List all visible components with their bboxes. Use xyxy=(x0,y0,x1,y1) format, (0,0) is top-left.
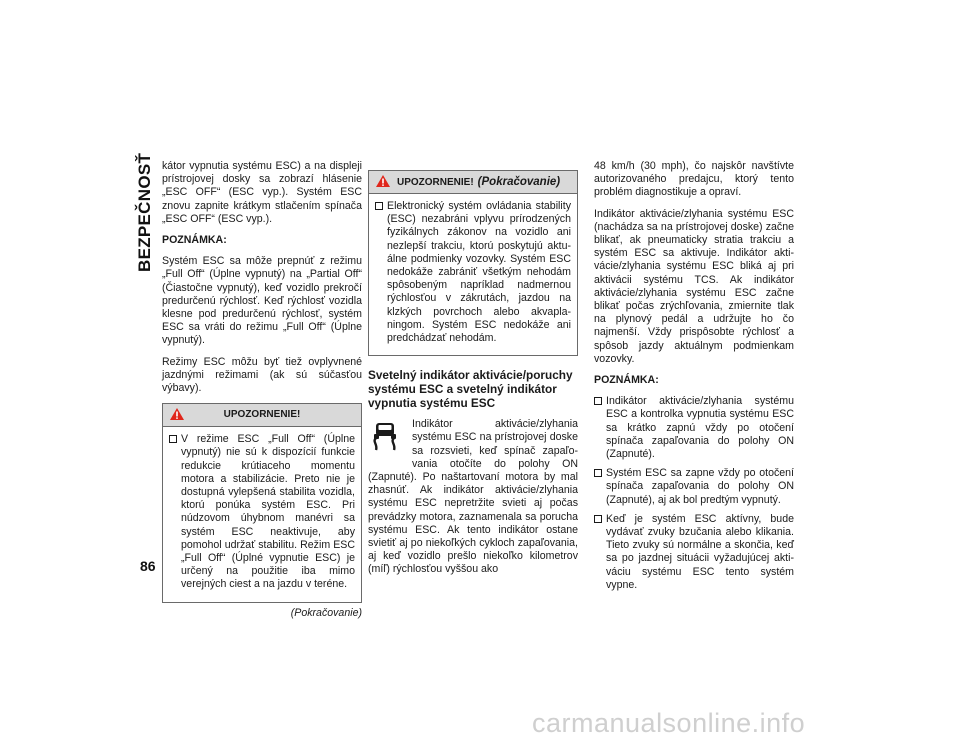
section-heading: Svetelný indikátor aktivácie/poruchy systému ESC a svetelný indikátor vypnutia systému ESC xyxy=(368,368,573,411)
list-item xyxy=(594,467,794,507)
list-item-text: Systém ESC sa zapne vždy po otočení spínača zapaľovania do polohy ON (Zapnuté), aj ak bol predtým vypnutý. xyxy=(606,467,794,506)
warning-body xyxy=(163,427,361,601)
page-number: 86 xyxy=(140,558,156,574)
checkbox-bullet-icon xyxy=(169,435,177,443)
list-item xyxy=(375,200,571,345)
warning-triangle-icon xyxy=(375,174,391,188)
list-item xyxy=(594,395,794,461)
paragraph: Indikátor aktivácie/zlyhania systému ESC (nachádza sa na prístrojovej doske) začne blikať, ak pneumaticky stratia trakciu a systém ESC sa aktivuje. Indikátor aktivácie/zlyhania systému ESC bliká aj pri aktivácii systému TCS. Ak indikátor aktivácie/zlyhania systému ESC začne blikať počas zrýchľovania, zmiernite tlak na plynový pedál a udržujte ho čo najmenší. Vždy prispôsobte rýchlosť a spôsob jazdy aktuálnym podmienkam vozovky. xyxy=(594,207,794,365)
list-item-text: Indikátor aktivácie/zlyhania systému ESC a kontrolka vypnutia systému ESC sa krátko zapnú vždy po otočení spínača zapaľovania do polohy ON (Zapnuté). xyxy=(606,395,794,461)
list-item xyxy=(594,513,794,592)
warning-body xyxy=(369,194,577,355)
warning-title: UPOZORNENIE! xyxy=(397,177,474,188)
column-1 xyxy=(162,160,362,620)
continued-label: (Pokračovanie) xyxy=(290,606,362,619)
indicator-paragraph xyxy=(368,418,578,576)
checkbox-bullet-icon xyxy=(594,469,602,477)
note-text: Systém ESC sa môže prepnúť z režimu „Full Off“ (Úplne vypnutý) na „Partial Off“ (Čiastočne vypnutý), keď vozidlo prekročí predurčenú rýchlosť. Keď rýchlosť vozidla klesne pod predurčenú rýchlosť, systém ESC sa vráti do režimu „Full Off“ (Úplne vypnutý). xyxy=(162,255,362,347)
warning-triangle-icon xyxy=(169,407,185,421)
watermark: carmanualsonline.info xyxy=(532,708,806,738)
list-item xyxy=(169,433,355,591)
warning-header xyxy=(369,171,577,194)
warning-title: UPOZORNENIE! xyxy=(223,409,301,421)
paragraph: Režimy ESC môžu byť tiež ovplyvnené jazdnými režimami (ak sú súčasťou výbavy). xyxy=(162,355,362,395)
column-2 xyxy=(368,160,578,577)
warning-header xyxy=(163,404,361,427)
warning-box xyxy=(162,403,362,602)
section-title: BEZPEČNOSŤ xyxy=(135,152,154,272)
checkbox-bullet-icon xyxy=(594,515,602,523)
esc-skid-icon xyxy=(368,420,402,454)
note-label: POZNÁMKA: xyxy=(162,234,227,247)
paragraph: 48 km/h (30 mph), čo najskôr navštívte autorizovaného predajcu, ktorý tento problém diagnostikuje a opraví. xyxy=(594,160,794,199)
column-3 xyxy=(594,160,794,598)
note-label: POZNÁMKA: xyxy=(594,374,659,387)
indicator-text: Indikátor aktivácie/zlyhania systému ESC na prístrojovej doske sa rozsvieti, keď spínač zapaľovania otočíte do polohy ON (Zapnuté). Po naštartovaní motora by mal zhasnúť. Ak indikátor aktivácie/zlyhania systému ESC nepretržite svieti aj počas prevádzky motora, zaznamenala sa porucha systému ESC. Ak tento indikátor ostane svietiť aj po niekoľkých cykloch zapaľovania, aj keď vozidlo prešlo niekoľko kilometrov (míľ) rýchlosťou vyššou ako xyxy=(368,418,578,576)
checkbox-bullet-icon xyxy=(594,397,602,405)
warning-continued: (Pokračovanie) xyxy=(477,176,561,188)
checkbox-bullet-icon xyxy=(375,202,383,210)
list-item-text: Keď je systém ESC aktívny, bude vydávať zvuky bzučania alebo klikania. Tieto zvuky sú normálne a skončia, keď sa po jazdnej situácii vyžadujúcej aktiváciu systému ESC tento systém vypne. xyxy=(606,512,794,591)
warning-box xyxy=(368,170,578,356)
list-item-text: Elektronický systém ovládania stability (ESC) nezabráni vplyvu prírodzených fyzikálnych zákonov na vozidlo ani nezlepší trakciu, ktorú poskytujú aktuálne podmienky vozovky. Systém ESC nedokáže zabrániť všetkým nehodám spôsobeným napríklad nadmernou rýchlosťou v zákrutách, jazdou na klzkých povrchoch alebo akvaplaningom. Systém ESC nedokáže ani predchádzať nehodám. xyxy=(387,200,571,345)
list-item-text: V režime ESC „Full Off“ (Úplne vypnutý) nie sú k dispozícií funkcie redukcie krútiaceho momentu motora a stabilizácie. Preto nie je dostupná vylepšená stabilita vozidla, ktorú ponúka systém ESC. Pri núdzovom úhybnom manévri sa systém ESC neaktivuje, aby pomohol udržať stabilitu. Režim ESC „Full Off“ (Úplné vypnutie ESC) je určený na použitie iba mimo verejných ciest a na jazdu v teréne. xyxy=(181,433,355,591)
paragraph: kátor vypnutia systému ESC) a na displeji prístrojovej dosky sa zobrazí hlásenie „ESC OFF“ (ESC vyp.). Systém ESC znovu zapnite krátkym stlačením spínača „ESC OFF“ (ESC vyp.). xyxy=(162,160,362,225)
